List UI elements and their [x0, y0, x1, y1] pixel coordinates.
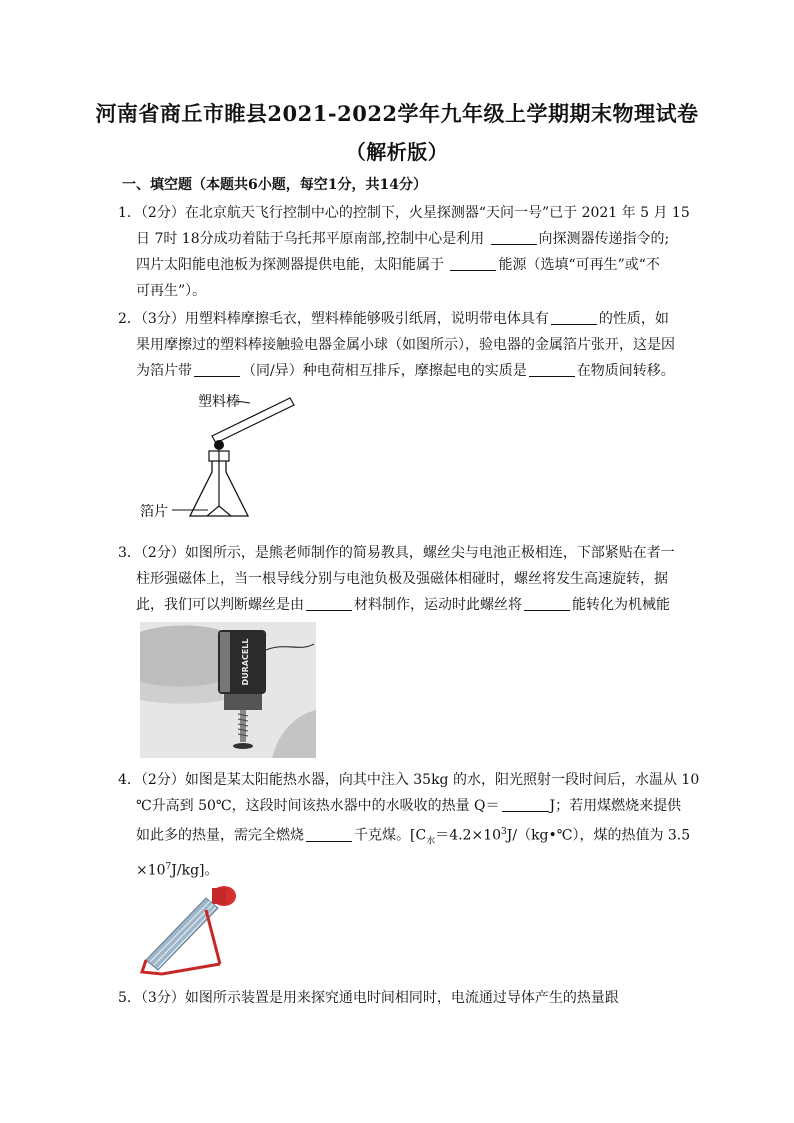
q3-line1: 3．（2分）如图所示，是熊老师制作的简易教具，螺丝尖与电池正极相连，下部紧贴在者一: [118, 545, 675, 561]
answer-blank: [450, 255, 496, 271]
q4-line4: $\times 10^7J/kg$]。: [136, 862, 219, 880]
question-2: [118, 306, 678, 384]
q2-line3: 为箔片带 （同/异）种电荷相互排斥，摩擦起电的实质是 在物质间转移。: [136, 363, 675, 379]
question-3: [118, 540, 678, 618]
answer-blank: [194, 361, 240, 377]
q1-line1: 1．（2分）在北京航天飞行控制中心的控制下，火星探测器“天问一号”已于 2021 年 5 月 15: [118, 205, 690, 221]
question-5: [118, 985, 678, 1011]
answer-blank: [306, 826, 352, 842]
q3-line2: 柱形强磁体上，当一根导线分别与电池负极及强磁体相碰时，螺丝将发生高速旋转，据: [136, 571, 668, 587]
q4-line1: 4．（2分）如图是某太阳能热水器，向其中注入 35kg 的水，阳光照射一段时间后，水温从 10: [118, 772, 700, 788]
foil-left: [207, 506, 219, 516]
answer-blank: [502, 796, 548, 812]
homopolar-motor-photo: [140, 622, 316, 758]
answer-blank: [524, 595, 570, 611]
q5-line1: 5．（3分）如图所示装置是用来探究通电时间相同时，电流通过导体产生的热量跟: [118, 990, 619, 1006]
question-1: [118, 200, 690, 304]
page-title: 河南省商丘市睢县2021-2022学年九年级上学期期末物理试卷: [95, 101, 699, 126]
solar-water-heater-figure: [140, 880, 240, 976]
metal-ball: [214, 440, 224, 450]
foil-right: [219, 506, 231, 516]
q1-line3: 四片太阳能电池板为探测器提供电能，太阳能属于 能源（选填“可再生”或“不: [136, 257, 660, 273]
battery-brand: DURACELL: [241, 638, 250, 686]
page-subtitle: （解析版）: [345, 140, 449, 164]
answer-blank: [491, 229, 537, 245]
solar-tubes: [146, 898, 218, 970]
q2-line1: 2．（3分）用塑料棒摩擦毛衣，塑料棒能够吸引纸屑，说明带电体具有 的性质，如: [118, 311, 669, 327]
rod-label: 塑料棒: [198, 394, 240, 410]
section-heading: 一、填空题（本题共6小题，每空1分，共14分）: [122, 177, 427, 193]
q3-line3: 此，我们可以判断螺丝是由 材料制作，运动时此螺丝将 能转化为机械能: [136, 597, 670, 613]
answer-blank: [551, 309, 597, 325]
q1-line4: 可再生”）。: [136, 283, 207, 299]
q4-line2: ℃升高到 50℃，这段时间该热水器中的水吸收的热量 Q＝ J；若用煤燃烧来提供: [136, 798, 682, 814]
foil-label: 箔片: [140, 504, 168, 520]
q1-line2: 日 7时 18分成功着陆于乌托邦平原南部,控制中心是利用 向探测器传递指令的;: [136, 231, 670, 247]
q4-line3: 如此多的热量，需完全燃烧 千克煤。[$C_水=4.2\times 10^3J/(kg•℃)$，煤的热值为 3.5: [136, 827, 691, 847]
answer-blank: [306, 595, 352, 611]
electroscope-figure: [138, 388, 308, 528]
question-4: [118, 767, 700, 884]
answer-blank: [529, 361, 575, 377]
magnet: [224, 694, 262, 710]
q2-line2: 果用摩擦过的塑料棒接触验电器金属小球（如图所示），验电器的金属箔片张开，这是因: [136, 337, 675, 353]
